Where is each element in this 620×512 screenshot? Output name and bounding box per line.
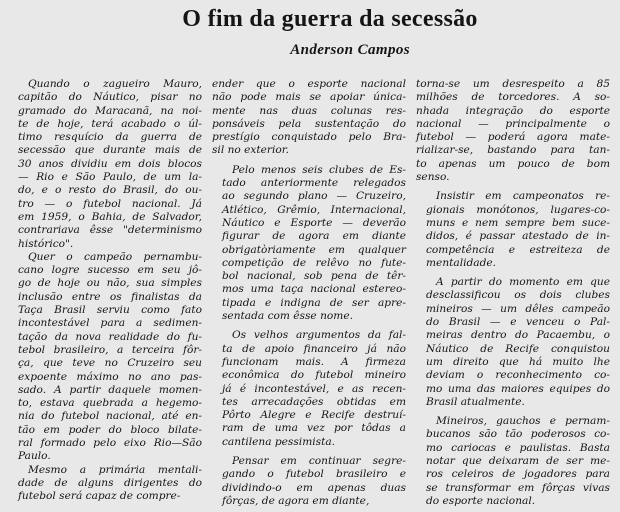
text-line: meiras dentro do Pacaembu, o	[426, 329, 610, 342]
text-line: se transformar em fôrças vivas	[426, 481, 610, 494]
text-line: nia do futebol nacional, até en-	[18, 410, 202, 423]
article-byline: Anderson Campos	[290, 42, 410, 58]
text-line: Mineiros, gauchos e pernam-	[436, 415, 610, 428]
text-line: Quer o campeão pernambu-	[28, 250, 202, 263]
article-paragraph	[212, 455, 406, 508]
text-line: já é incontestável, e as recen-	[222, 382, 406, 395]
text-line: Brasil atualmente.	[426, 395, 525, 408]
text-line: mente nas duas colunas res-	[212, 104, 406, 117]
text-line: deviam o reconhecimento co-	[426, 369, 610, 382]
text-line: mos uma taça nacional estereo-	[222, 283, 406, 296]
text-line: gramado do Maracanã, na noi-	[18, 104, 202, 117]
text-line: Pensar em continuar segre-	[232, 455, 406, 468]
text-line: econômica do futebol mineiro	[222, 369, 406, 382]
text-line: cano logre sucesso em seu jô-	[18, 264, 202, 277]
text-line: inclusão entre os finalistas da	[18, 290, 202, 303]
article-headline: O fim da guerra da secessão	[182, 6, 478, 32]
text-line: 30 anos dividiu em dois blocos	[18, 157, 202, 170]
text-line: ponsáveis pela sustentação do	[212, 117, 406, 130]
text-line: do Brasil — e venceu o Pal-	[426, 316, 610, 329]
text-line: Pelo menos seis clubes de Es-	[232, 163, 406, 176]
text-line: to apenas um pouco de bom	[416, 157, 610, 170]
text-line: tipada e indigna de ser apre-	[222, 296, 406, 309]
text-line: mo uma das maiores equipes do	[426, 382, 610, 395]
text-line: desclassificou os dois clubes	[426, 289, 610, 302]
text-line: sil no exterior.	[212, 144, 290, 157]
text-line: tes arrecadações obtidas em	[222, 395, 406, 408]
article-paragraph	[416, 276, 610, 409]
text-line: histórico".	[18, 237, 74, 250]
article-column-1	[8, 78, 202, 504]
text-line: funcionam mais. A firmeza	[222, 355, 406, 368]
text-line: tação da nova realidade do fu-	[18, 330, 202, 343]
text-line: secessão que durante mais de	[18, 144, 202, 157]
text-line: ram de uma vez por tôdas a	[222, 422, 406, 435]
text-line: tado anteriormente relegados	[222, 177, 406, 190]
text-line: ral formado pelo eixo Rio—São	[18, 437, 202, 450]
text-line: nhada integração do esporte	[416, 104, 610, 117]
text-line: ros celeiros de jogadores para	[426, 468, 610, 481]
text-line: bucanos são tão poderosos co-	[426, 428, 610, 441]
text-line: obrigatòriamente em qualquer	[222, 243, 406, 256]
text-line: figurar de agora em diante	[222, 230, 406, 243]
text-line: dade de alguns dirigentes do	[18, 476, 202, 489]
text-line: didos, é passar atestado de in-	[426, 230, 610, 243]
article-paragraph	[212, 329, 406, 449]
text-line: go de hoje ou não, sua simples	[18, 277, 202, 290]
text-line: ao segundo plano — Cruzeiro,	[222, 190, 406, 203]
text-line: — Rio e São Paulo, de um la-	[18, 171, 202, 184]
article-paragraph	[212, 164, 406, 324]
text-line: Náutico e Esporte — deverão	[222, 216, 406, 229]
text-line: timo resquício da guerra de	[18, 131, 202, 144]
text-line: dividindo-o em apenas duas	[222, 481, 406, 494]
text-line: Náutico de Recife conquistou	[426, 342, 610, 355]
text-line: cantilena pessimista.	[222, 435, 336, 448]
text-line: competência e estreiteza de	[426, 243, 610, 256]
text-line: em 1959, o Bahia, de Salvador,	[18, 210, 202, 223]
text-line: ta de apoio financeiro já não	[222, 342, 406, 355]
text-line: prestígio conquistado pelo Bra-	[212, 131, 406, 144]
text-line: Insistir em campeonatos re-	[436, 190, 610, 203]
text-line: A partir do momento em que	[436, 276, 610, 289]
text-line: incontestável para a sedimen-	[18, 317, 202, 330]
text-line: rializar-se, bastando para tan-	[416, 144, 610, 157]
text-line: ender que o esporte nacional	[212, 78, 406, 90]
text-line: Paulo.	[18, 450, 51, 463]
text-line: tão em poder do bloco bilate-	[18, 423, 202, 436]
text-line: tro — o futebol nacional. Já	[18, 197, 202, 210]
text-line: Mesmo a primária mentali-	[28, 463, 202, 476]
text-line: capitão do Náutico, pisar no	[18, 91, 202, 104]
article-paragraph	[416, 78, 610, 184]
text-line: futebol — poderá agora mate-	[416, 131, 610, 144]
text-line: fôrças, de agora em diante,	[222, 494, 370, 507]
text-line: mentalidade.	[426, 256, 497, 269]
text-line: senso.	[416, 171, 450, 184]
text-line: um direito que há muito lhe	[426, 355, 610, 368]
article-column-3	[416, 78, 610, 508]
text-line: Atlético, Grêmio, Internacional,	[222, 203, 406, 216]
text-line: gionais monótonos, lugares-co-	[426, 203, 610, 216]
text-line: Pôrto Alegre e Recife destruí-	[222, 409, 406, 422]
article-paragraph	[8, 464, 202, 504]
text-line: competição de relêvo no fute-	[222, 256, 406, 269]
article-paragraph	[8, 251, 202, 464]
text-line: notar que deixaram de ser me-	[426, 455, 610, 468]
text-line: torna-se um desrespeito a 85	[416, 78, 610, 90]
article-paragraph	[212, 78, 406, 158]
text-line: Quando o zagueiro Mauro,	[28, 78, 202, 90]
text-line: contrariava êsse "determinismo	[18, 224, 202, 237]
text-line: milhões de torcedores. A so-	[416, 91, 610, 104]
text-line: sentada com êsse nome.	[222, 310, 353, 323]
text-line: sado. A partir daquele momen-	[18, 383, 202, 396]
text-line: bol nacional, sob pena de têr-	[222, 270, 406, 283]
text-line: muns e nem sempre bem suce-	[426, 216, 610, 229]
article-paragraph	[416, 190, 610, 270]
text-line: te de hoje, terá acabado o úl-	[18, 117, 202, 130]
article-paragraph	[416, 415, 610, 508]
text-line: do esporte nacional.	[426, 494, 536, 507]
text-line: não pode mais se apoiar única-	[212, 91, 406, 104]
text-line: tebol brasileiro, a terceira fôr-	[18, 343, 202, 356]
text-line: futebol será capaz de compre-	[18, 490, 181, 503]
text-line: Taça Brasil serviu como fato	[18, 304, 202, 317]
text-line: do, e o resto do Brasil, do ou-	[18, 184, 202, 197]
text-line: expoente máximo no ano pas-	[18, 370, 202, 383]
text-line: gando o futebol brasileiro e	[222, 468, 406, 481]
text-line: nacional — principalmente o	[416, 117, 610, 130]
article-column-2	[212, 78, 406, 508]
article-paragraph	[8, 78, 202, 251]
text-line: Os velhos argumentos da fal-	[232, 329, 406, 342]
text-line: ça, que teve no Cruzeiro seu	[18, 357, 202, 370]
text-line: to, estava quebrada a hegemo-	[18, 397, 202, 410]
text-line: mineiros — um dêles campeão	[426, 302, 610, 315]
text-line: mo cariocas e paulistas. Basta	[426, 441, 610, 454]
